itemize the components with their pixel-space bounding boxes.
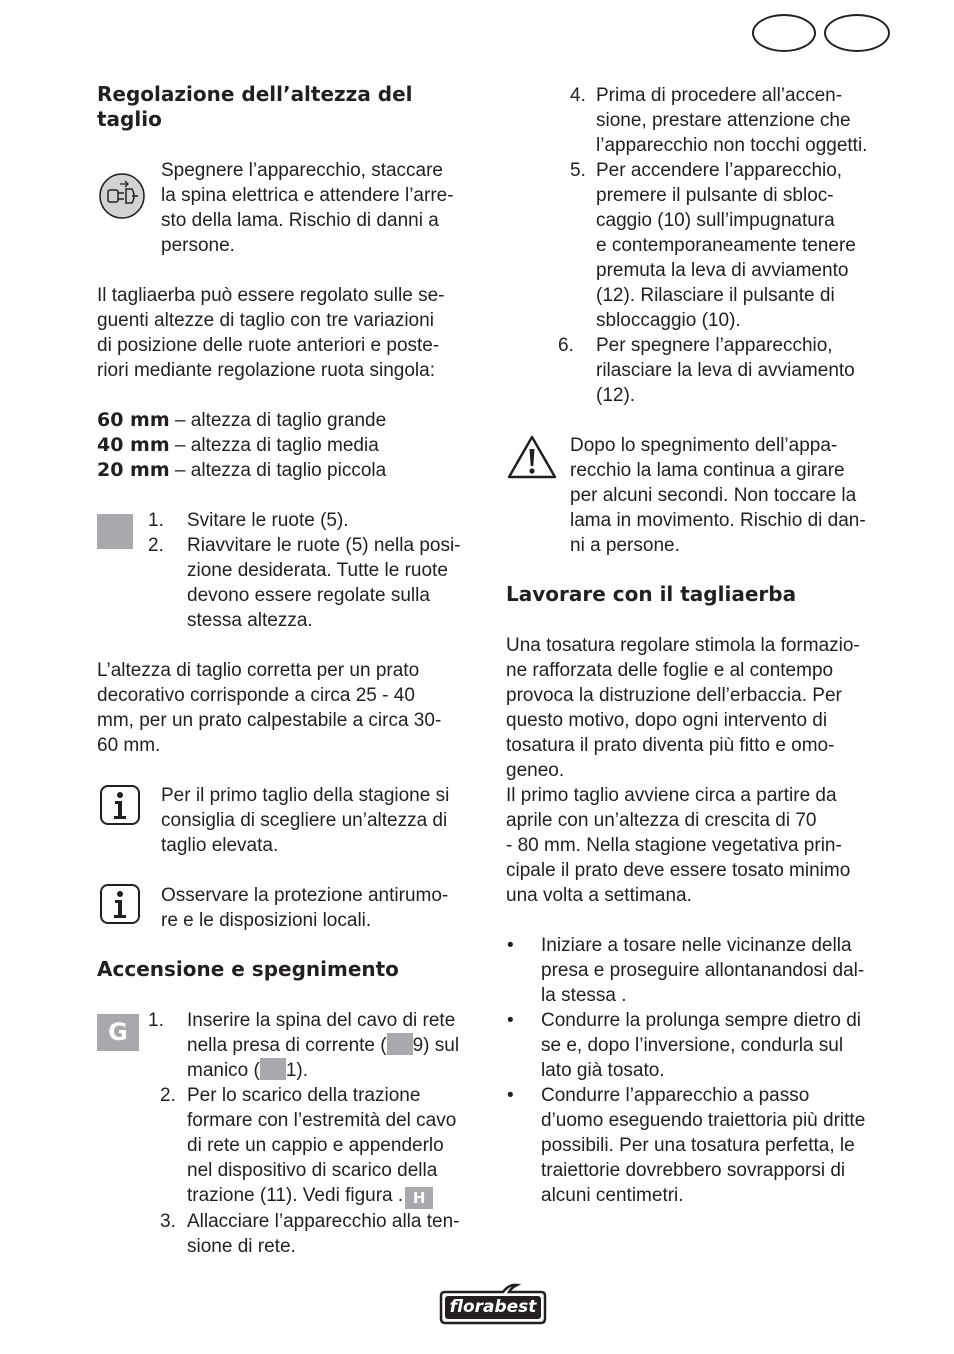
figure-badge-blank — [260, 1058, 286, 1080]
figure-badge-g: G — [97, 1014, 139, 1051]
list-item: 4. Prima di procedere all’accen- sione, prestare attenzione che l’apparecchio non tocchi oggetti. — [570, 85, 868, 156]
info-icon — [99, 784, 141, 833]
warning-note: Dopo lo spegnimento dell’appa- recchio la lama continua a girare per alcuni secondi. Non toccare la lama in movimento. Rischio di dan- ni a persone. — [570, 435, 866, 556]
on-off-steps — [148, 1008, 488, 1259]
height-steps — [148, 508, 478, 633]
unplug-note: Spegnere l’apparecchio, staccare la spina elettrica e attendere l’arre- sto della lama. Rischio di danni a persone. — [161, 160, 454, 256]
info-note-first-cut: Per il primo taglio della stagione si consiglia di scegliere un’altezza di taglio elevata. — [161, 785, 450, 856]
list-item: 3. Allacciare l’apparecchio alla ten- sione di rete. — [160, 1211, 460, 1257]
warning-icon — [506, 434, 558, 487]
working-intro: Una tosatura regolare stimola la formazio- ne rafforzata delle foglie e al contempo provoca la distruzione dell’erbaccia. Per questo motivo, dopo ogni intervento di tosatura il prato diventa più fitto e omo- geneo. Il primo taglio avviene circa a partire da aprile con un’altezza di crescita di 70 - 80 mm. Nella stagione vegetativa prin- cipale il prato deve essere tosato minimo una volta a settimana. — [506, 635, 860, 906]
height-intro: Il tagliaerba può essere regolato sulle se- guenti altezze di taglio con tre variazioni di posizione delle ruote anteriori e poste- riori mediante regolazione ruota singola: — [97, 285, 445, 381]
correct-height-text: L’altezza di taglio corretta per un prato decorativo corrisponde a circa 25 - 40 mm, per un prato calpestabile a circa 30- 60 mm. — [97, 660, 442, 756]
list-item: 1. Inserire la spina del cavo di rete nella presa di corrente ( 9) sul manico ( 1). — [148, 1010, 460, 1081]
switch-on-steps — [556, 83, 896, 408]
list-item: • Condurre l’apparecchio a passo d’uomo eseguendo traiettoria più dritte possibili. Per una tosatura perfetta, le traiettorie dovrebbero sovrapporsi di alcuni centimetri. — [507, 1085, 866, 1206]
figure-badge-h: H — [405, 1187, 433, 1209]
language-oval-1 — [752, 14, 816, 52]
info-icon — [99, 883, 141, 932]
section-heading-cut-height: Regolazione dell’altezza del taglio — [97, 82, 413, 131]
list-item: • Condurre la prolunga sempre dietro di se e, dopo l’inversione, condurla sul lato già tosato. — [507, 1010, 862, 1081]
unplug-icon — [98, 172, 146, 227]
section-heading-working: Lavorare con il tagliaerba — [506, 582, 797, 606]
list-item: 2. Per lo scarico della trazione formare con l’estremità del cavo di rete un cappio e appenderlo nel dispositivo di scarico della trazione (11). Vedi figura . H — [160, 1085, 457, 1207]
height-item: 60 mm – altezza di taglio grande — [97, 409, 387, 431]
height-list — [97, 408, 477, 483]
list-item: 6. Per spegnere l’apparecchio, rilasciare la leva di avviamento (12). — [558, 335, 855, 406]
list-item: 5. Per accendere l’apparecchio, premere il pulsante di sbloc- caggio (10) sull’impugnatura e contemporaneamente tenere premuta la leva di avviamento (12). Rilasciare il pulsante di sbloccaggio (10). — [570, 160, 856, 331]
info-note-noise: Osservare la protezione antirumo- re e le disposizioni locali. — [161, 885, 449, 931]
list-item: • Iniziare a tosare nelle vicinanze della presa e proseguire allontanandosi dal- la stessa . — [507, 935, 865, 1006]
working-tips — [507, 933, 891, 1208]
figure-badge-blank — [387, 1033, 413, 1055]
list-item: 1. Svitare le ruote (5). — [148, 510, 349, 531]
height-item: 20 mm – altezza di taglio piccola — [97, 459, 387, 481]
figure-reference-badge — [97, 514, 133, 549]
florabest-logo: florabest — [437, 1282, 549, 1326]
height-item: 40 mm – altezza di taglio media — [97, 434, 379, 456]
language-oval-2 — [824, 14, 890, 52]
section-heading-on-off: Accensione e spegnimento — [97, 957, 399, 981]
list-item: 2. Riavvitare le ruote (5) nella posi- zione desiderata. Tutte le ruote devono essere regolate sulla stessa altezza. — [148, 535, 461, 631]
